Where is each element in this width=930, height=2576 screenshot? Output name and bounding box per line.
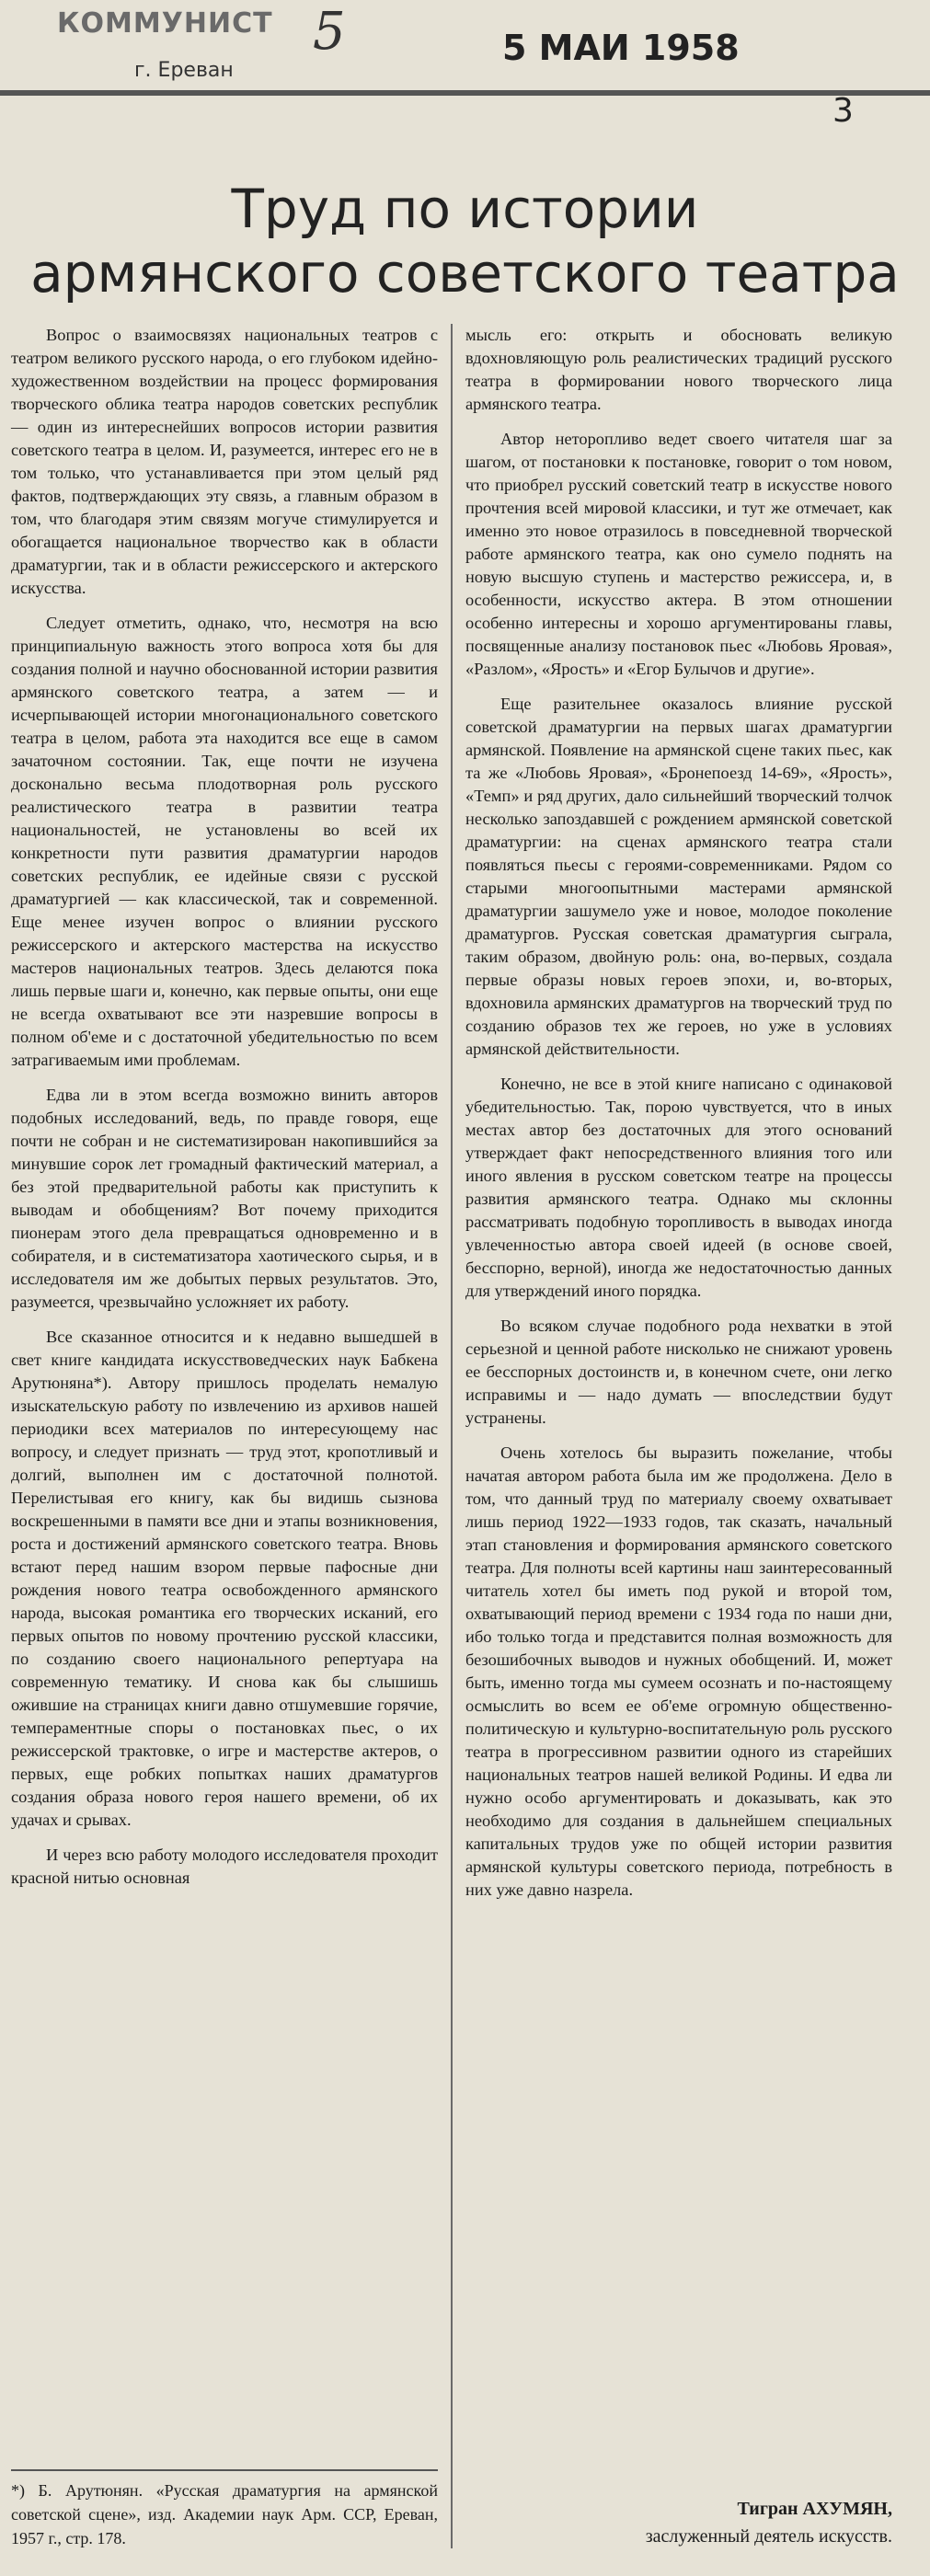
paragraph: Все сказанное относится и к недавно вышедшей в свет книге кандидата искусствоведческих наук Бабкена Арутюняна*). Автору пришлось проделать немалую изыскательскую работу по извлечению из архивов нашей периодики всех материалов по интересующему нас вопросу, и следует признать — труд этот, кропотливый и долгий, выполнен им с достаточной полнотой. Перелистывая его книгу, как бы видишь сызнова воскрешенными в памяти все дни и этапы возникновения, роста и достижений армянского советского театра. Вновь встают перед нашим взором первые пафосные дни рождения нового театра освобожденного армянского народа, высокая романтика его творческих исканий, его первых опытов по новому прочтению русской классики, по созданию своего национального репертуара на современную тематику. И снова как бы слышишь ожившие на страницах книги давно отшумевшие горячие, темпераментные споры о постановках пьес, о их режиссерской трактовке, о игре и мастерстве актеров, о первых, еще робких попытках наших драматургов создания образа нового героя нашего времени, об их удачах и срывах. — [11, 1328, 438, 1829]
footnote-rule — [11, 2469, 438, 2471]
author-name: Тигран АХУМЯН, — [737, 2499, 892, 2519]
footnote: *) Б. Арутюнян. «Русская драматургия на армянской советской сцене», изд. Академии наук Арм. ССР, Ереван, 1957 г., стр. 178. — [11, 2481, 438, 2547]
author-signature — [465, 2495, 892, 2550]
paragraph: Едва ли в этом всегда возможно винить авторов подобных исследований, ведь, по правде говоря, еще почти не собран и не систематизирован накопившийся за минувшие сорок лет громадный фактический материал, а без этой предварительной работы как приступить к выводам и обобщениям? Вот почему приходится пионерам этого дела превращаться одновременно и в собирателя, и в систематизатора хаотического сырья, и в исследователя им же добытых первых результатов. Это, разумеется, чрезвычайно усложняет их работу. — [11, 1086, 438, 1311]
handwritten-mark: 5 — [313, 2, 346, 62]
date-stamp: 5 МАИ 1958 — [502, 28, 740, 68]
author-title: заслуженный деятель искусств. — [645, 2526, 892, 2547]
paragraph: Еще разительнее оказалось влияние русской советской драматургии на первых шагах драматургии армянской. Появление на армянской сцене таких пьес, как та же «Любовь Яровая», «Бронепоезд 14-69», «Ярость», «Темп» и ряд других, дало сильнейший творческий толчок несколько запоздавшей с рождением армянской советской драматургии: на сценах армянского театра стали появляться пьесы с героями-современниками. Рядом со старыми многоопытными мастерами армянской драматургии зашумело уже и новое, молодое поколение драматургов. Русская советская драматургия сыграла, таким образом, двойную роль: она, во-первых, создала первые образы новых героев эпохи, и, во-вторых, вдохновила армянских драматургов на творческий труд по созданию образов тех же героев, но уже в условиях армянской действительности. — [465, 695, 892, 1058]
masthead — [0, 0, 930, 156]
newspaper-name: КОММУНИСТ — [57, 7, 273, 40]
paragraph: Автор неторопливо ведет своего читателя шаг за шагом, от постановки к постановке, говорит о том новом, что приобрел русский советский театр в искусстве нового прочтения всей мировой классики, и тут же отмечает, как именно это новое отразилось в повседневной творческой работе армянского театра, как оно сумело поднять на новую высшую ступень и мастерство режиссера, и, в особенности, искусство актера. В этом отношении особенно интересны и хорошо аргументированы главы, посвященные анализу постановок пьес «Любовь Яровая», «Разлом», «Ярость» и «Егор Булычов и другие». — [465, 430, 892, 678]
paragraph: Очень хотелось бы выразить пожелание, чтобы начатая автором работа была им же продолжена. Дело в том, что данный труд по материалу своему охватывает лишь период 1922—1933 годов, так сказать, начальный этап становления и формирования армянского советского театра. Для полноты всей картины наш заинтересованный читатель хотел бы иметь под рукой и второй том, охватывающий период времени с 1934 года по наши дни, ибо только тогда и представится полная возможность для безошибочных выводов и нужных обобщений. И, может быть, именно тогда мы сумеем осознать и по-настоящему осмыслить во всем ее об'еме огромную общественно-политическую и культурно-воспитательную роль русского театра в прогрессивном развитии одного из старейших национальных театров нашей великой Родины. И едва ли нужно особо аргументировать и доказывать, как это необходимо для создания в дальнейшем специальных капитальных трудов уже по общей истории развития армянской культуры советского периода, потребность в них уже давно назрела. — [465, 1443, 892, 1899]
paragraph: Во всяком случае подобного рода нехватки в этой серьезной и ценной работе нисколько не снижают уровень ее бесспорных достоинств и, в конечном счете, они легко исправимы и — надо думать — впоследствии будут устранены. — [465, 1317, 892, 1427]
paragraph: Конечно, не все в этой книге написано с одинаковой убедительностью. Так, порою чувствуется, что в иных местах автор без достаточных для этого оснований утверждает факт непосредственного влияния того или иного явления в русском советском театре на процессы развития армянского театра. Однако мы склонны рассматривать подобную торопливость в выводах иногда увлеченностью автора своей идеей (в основе своей, бесспорно, верной), иногда же недостаточностью данных для утверждений иного порядка. — [465, 1075, 892, 1300]
paragraph: Следует отметить, однако, что, несмотря на всю принципиальную важность этого вопроса хотя бы для создания полной и научно обоснованной истории развития армянского советского театра, а затем — и исчерпывающей истории многонационального советского театра в целом, работа эта находится все еще в самом зачаточном состоянии. Так, еще почти не изучена досконально весьма плодотворная роль русского реалистического театра в развитии театра национальностей, не установлены во всей их конкретности пути развития драматургии народов советских республик, ее идейные связи с русской драматургией — как классической, так и современной. Еще менее изучен вопрос о влиянии русского режиссерского и актерского мастерства на искусство мастеров национальных театров. Здесь делаются пока лишь первые шаги и, конечно, как первые опыты, они еще не всегда охватывают все эти назревшие вопросы в полном об'еме и с достаточной убедительностью по всем затрагиваемым ими проблемам. — [11, 614, 438, 1069]
column-divider — [451, 324, 453, 2548]
header-rule — [0, 90, 930, 96]
paragraph: мысль его: открыть и обосновать великую вдохновляющую роль реалистических традиций русского театра в формировании нового творческого лица армянского театра. — [465, 326, 892, 413]
title-line-1: Труд по истории — [231, 178, 699, 240]
left-column — [11, 324, 438, 1902]
page-number: 3 — [832, 92, 854, 130]
newspaper-city: г. Ереван — [134, 59, 234, 82]
paragraph: И через всю работу молодого исследователя проходит красной нитью основная — [11, 1846, 438, 1887]
article-title — [0, 177, 930, 305]
title-line-2: армянского советского театра — [30, 242, 900, 305]
paragraph: Вопрос о взаимосвязях национальных театров с театром великого русского народа, о его глубоком идейно-художественном воздействии на процесс формирования творческого облика театра народов советских республик — один из интереснейших вопросов истории развития советского театра в целом. И, разумеется, интерес его не в том только, что устанавливается при этом целый ряд фактов, подтверждающих эту связь, а главным образом в том, что благодаря этим связям могуче стимулируется и обогащается национальное творчество как в области драматургии, так и в области режиссерского и актерского искусства. — [11, 326, 438, 597]
right-column — [465, 324, 892, 1914]
